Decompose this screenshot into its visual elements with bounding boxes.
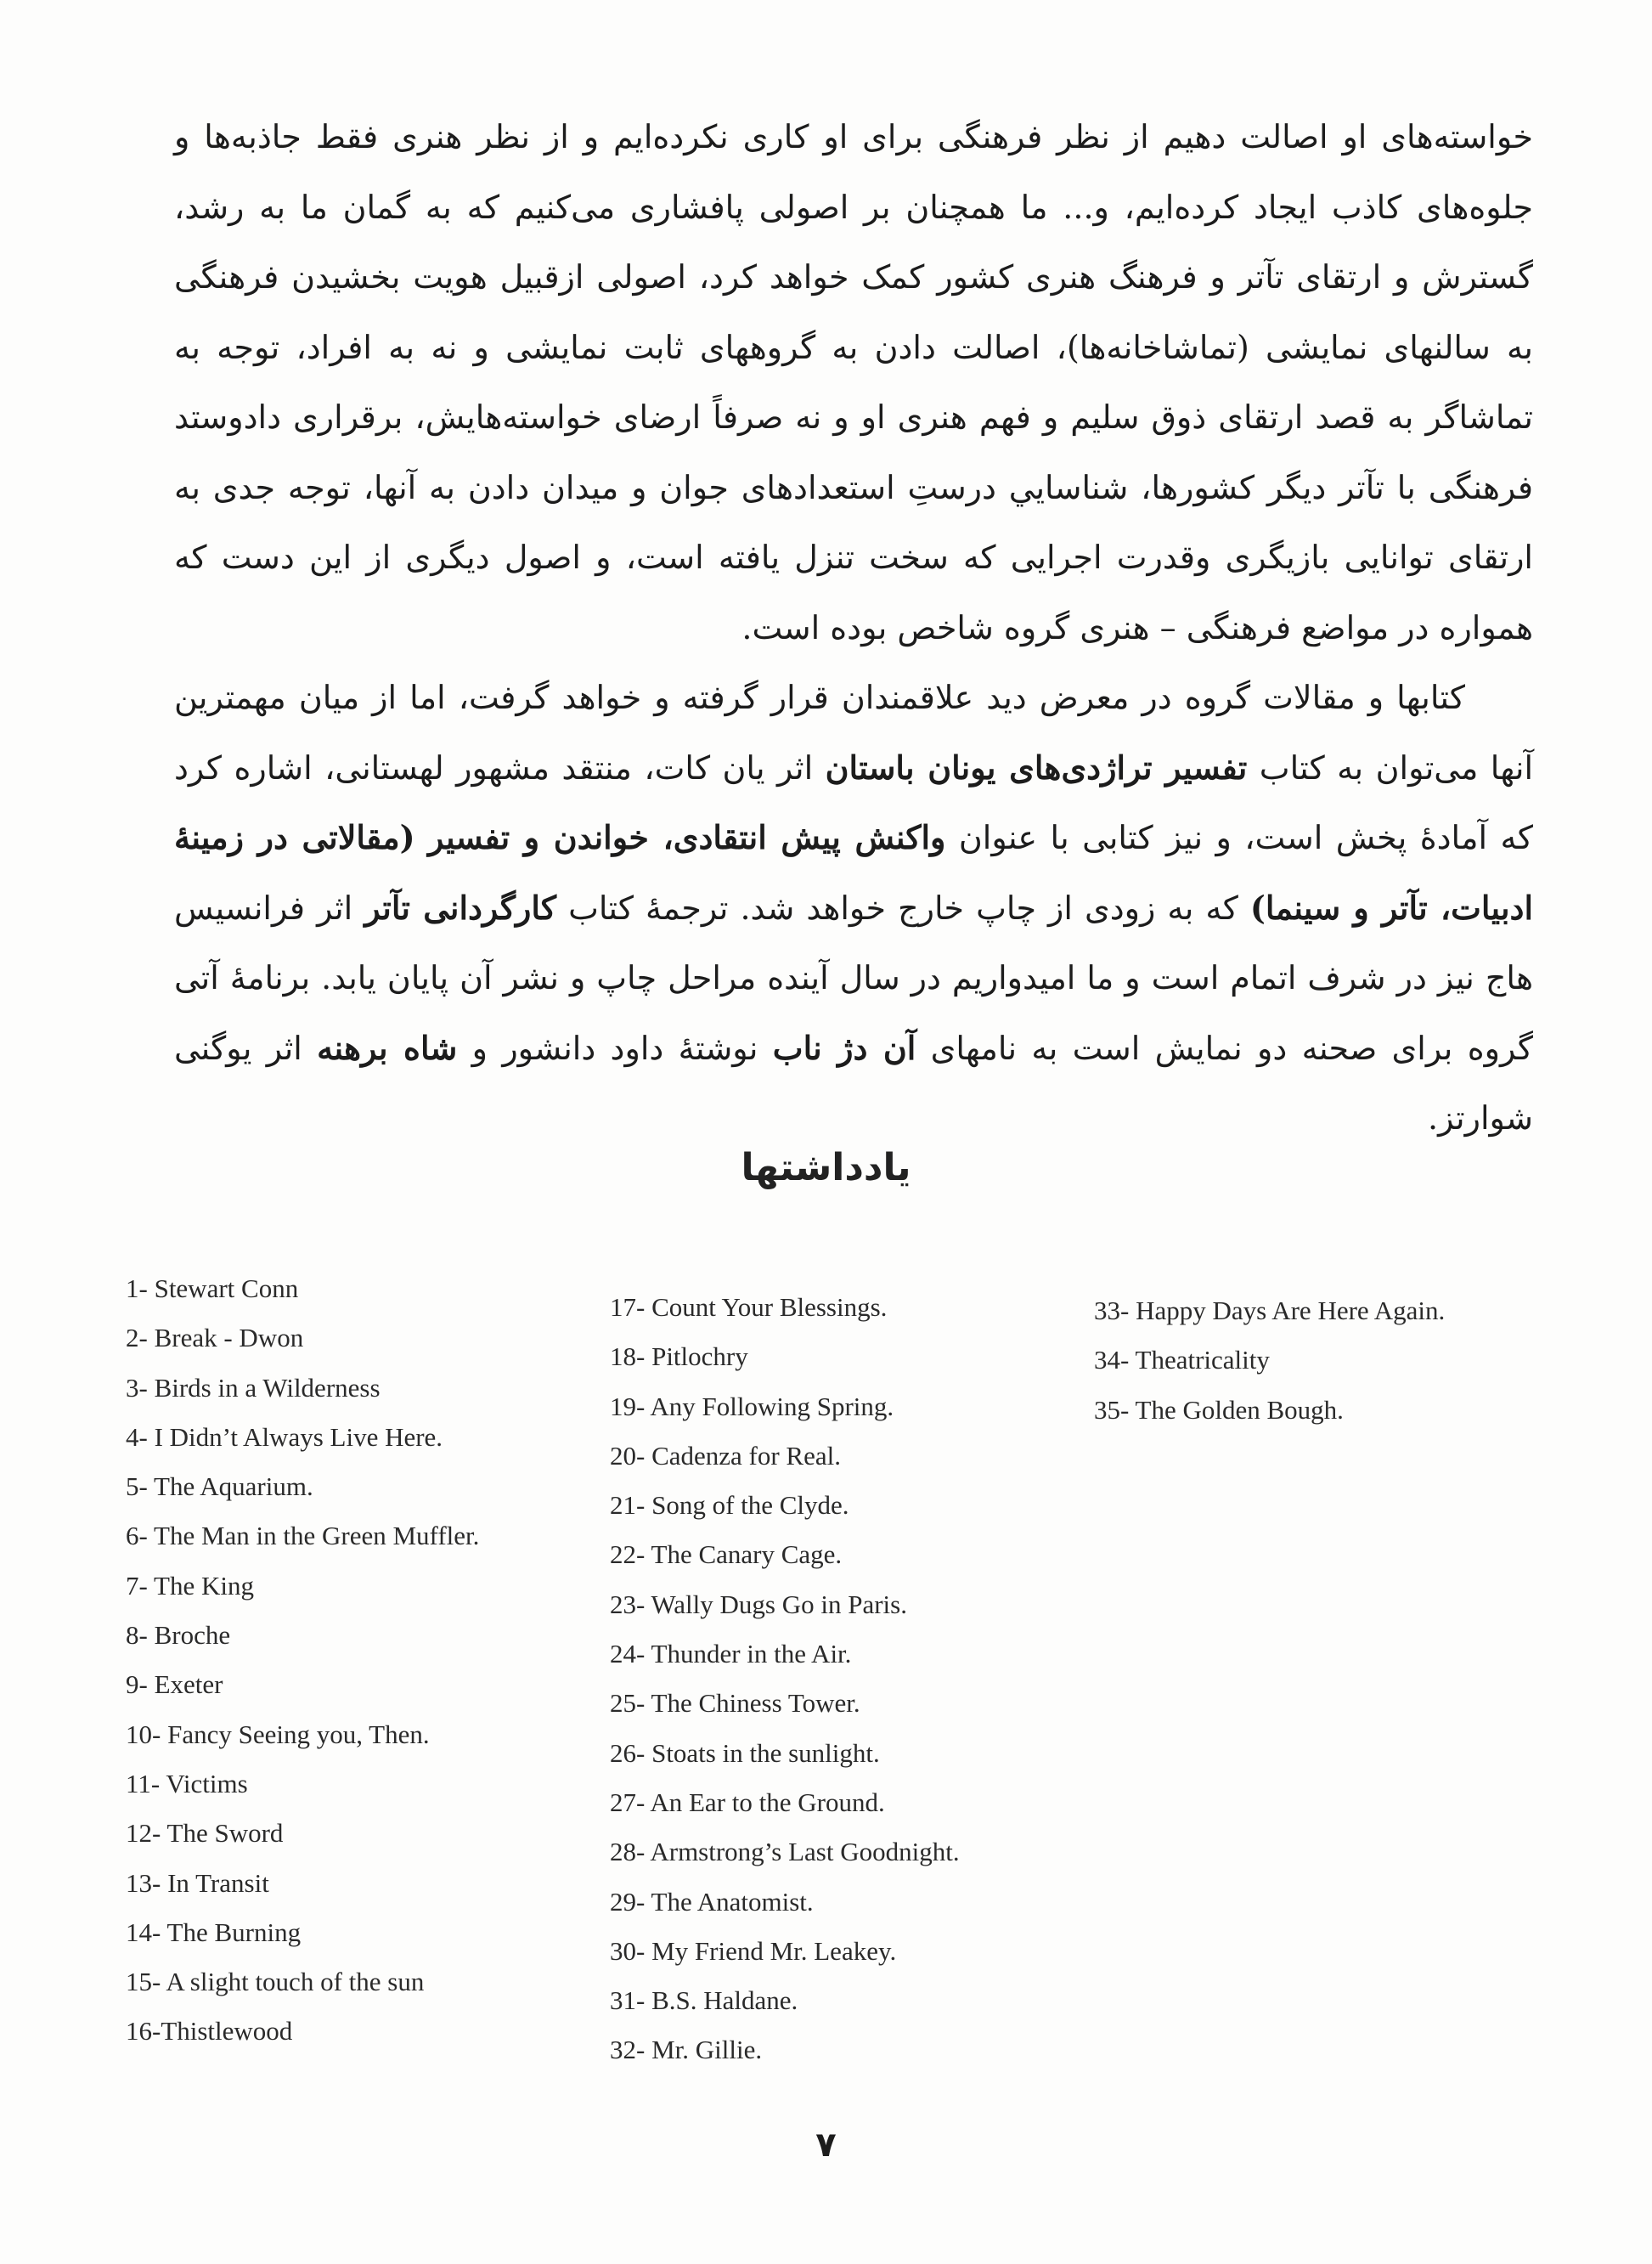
note-item: 32- Mr. Gillie. [610,2035,763,2065]
paragraph-1 [174,102,1533,663]
notes-heading: یادداشتها [741,1146,911,1189]
note-item: 14- The Burning [126,1917,302,1947]
note-item: 8- Broche [126,1620,231,1651]
notes-column-2 [610,1283,960,2075]
paragraph-2-space [415,819,428,856]
note-item: 29- The Anatomist. [610,1886,814,1917]
paragraph-2-text: اثر فرانسیس هاج نیز در شرف اتمام است و ما امیدواریم در سال آینده مراحل چاپ و نشر آن پایان یابد. برنامهٔ آتی گروه برای صحنه دو نمایش است به نامهای [174,889,1534,1067]
note-item: 25- The Chiness Tower. [610,1688,860,1719]
note-item: 15- A slight touch of the sun [126,1967,425,1997]
note-item: 28- Armstrong’s Last Goodnight. [610,1837,960,1867]
note-item: 23- Wally Dugs Go in Paris. [610,1589,907,1619]
notes-column-1 [126,1264,479,2057]
note-item: 9- Exeter [126,1669,223,1700]
paragraph-2-text: اثر یوگنی شوارتز. [174,1029,1533,1137]
note-item: 1- Stewart Conn [126,1273,299,1303]
book-title-greek-tragedy: تفسیر تراژدی‌های یونان باستان [825,748,1248,787]
note-item: 27- An Ear to the Ground. [610,1787,885,1817]
note-item: 35- The Golden Bough. [1094,1394,1344,1425]
note-item: 4- I Didn’t Always Live Here. [126,1421,443,1452]
note-item: 30- My Friend Mr. Leakey. [610,1935,897,1966]
paragraph-1-text: خواسته‌های او اصالت دهیم از نظر فرهنگی برای او کاری نکرده‌ایم و از نظر هنری فقط جاذبه‌ها و جلوه‌های کاذب ایجاد کرده‌ایم، و... ما همچنان بر اصولی پافشاری می‌کنیم که به گمان ما به رشد، گسترش و ارتقای تآتر و فرهنگ هنری کشور کمک خواهد کرد، اصولی ازقبیل هویت بخشیدن فرهنگی به سالنهای نمایشی (تماشاخانه‌ها)، اصالت دادن به گروههای ثابت نمایشی و نه به افراد، توجه به تماشاگر به قصد ارتقای ذوق سلیم و فهم هنری او و نه صرفاً ارضای خواسته‌هایش، برقراری دادوستد فرهنگی با تآتر دیگر کشورها، شناسایي درستِ استعدادهای جوان و میدان دادن به آنها، توجه جدی به ارتقای توانایی بازیگری وقدرت اجرایی که سخت تنزل یافته است، و اصول دیگری از این دست که همواره در مواضع فرهنگی – هنری گروه شاخص بوده است. [174,118,1533,646]
note-item: 10- Fancy Seeing you, Then. [126,1719,430,1749]
play-title-pure-fortress: آن دژ ناب [772,1028,916,1067]
notes-column-3 [1094,1286,1445,1435]
note-item: 22- The Canary Cage. [610,1539,843,1570]
paragraph-2-text: کتابها و مقالات گروه در معرض دید علاقمندان قرار گرفته و خواهد گرفت، اما از میان مهمترین آنها می‌توان به کتاب [174,679,1533,787]
note-item: 21- Song of the Clyde. [610,1490,849,1521]
book-subtitle-essays: (مقالاتی در زمینهٔ ادبیات، تآتر و سینما) [174,818,1534,927]
note-item: 26- Stoats in the sunlight. [610,1737,880,1768]
paragraph-2-text: اثر یان کات، منتقد مشهور لهستانی، اشاره کرد که آمادهٔ پخش است، و نیز کتابی با عنوان [174,748,1533,856]
note-item: 33- Happy Days Are Here Again. [1094,1296,1446,1325]
note-item: 11- Victims [126,1768,248,1798]
note-item: 31- B.S. Haldane. [610,1985,798,2016]
note-item: 5- The Aquarium. [126,1471,313,1502]
note-item: 17- Count Your Blessings. [610,1292,888,1322]
note-item: 34- Theatricality [1094,1345,1270,1375]
book-title-reader-response: واکنش پیش انتقادی، خواندن و تفسیر [428,818,946,856]
note-item: 24- Thunder in the Air. [610,1639,852,1669]
note-item: 18- Pitlochry [610,1341,748,1372]
paragraph-2-text: که به زودی از چاپ خارج خواهد شد. ترجمهٔ کتاب [556,889,1250,927]
note-item: 16-Thistlewood [126,2016,293,2047]
note-item: 3- Birds in a Wilderness [126,1372,381,1403]
note-item: 6- The Man in the Green Muffler. [126,1521,480,1551]
paragraph-2-text: نوشتهٔ داود دانشور و [457,1029,773,1067]
note-item: 20- Cadenza for Real. [610,1440,841,1471]
paragraph-2 [174,663,1533,1154]
play-title-naked-king: شاه برهنه [317,1028,458,1067]
book-title-directing: کارگردانی تآتر [364,888,557,927]
note-item: 19- Any Following Spring. [610,1391,894,1421]
note-item: 13- In Transit [126,1867,269,1898]
page-number: ۷ [815,2126,837,2165]
note-item: 2- Break - Dwon [126,1323,304,1353]
note-item: 7- The King [126,1570,254,1601]
note-item: 12- The Sword [126,1818,284,1849]
body-text [174,102,1533,1154]
